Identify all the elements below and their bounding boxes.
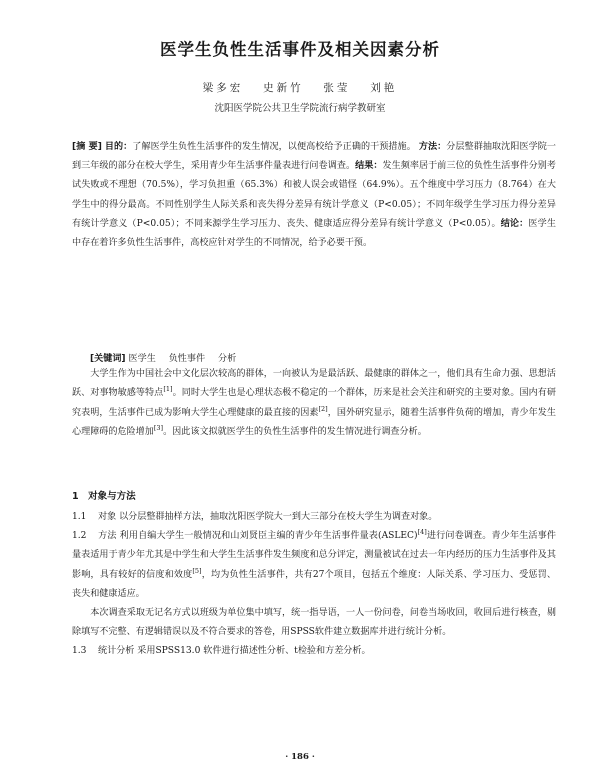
abstract-label: [摘 要] xyxy=(72,142,102,152)
subsection-text: 方法 利用自编大学生一般情况和山刘贤臣主编的青少年生活事件量表(ASLEC) xyxy=(98,531,418,542)
citation: [4] xyxy=(417,528,427,537)
methods-label: 方法： xyxy=(418,142,447,152)
author-list xyxy=(0,80,600,95)
results-label: 结果： xyxy=(355,161,383,172)
citation: [5] xyxy=(192,566,202,575)
conclusion-text: 医学生中存在着许多负性生活事件，高校应针对学生的不同情况，给予必要干预。 xyxy=(72,218,556,249)
section-heading: 1 对象与方法 xyxy=(72,491,136,502)
keywords-label: [关键词] xyxy=(90,354,126,364)
intro-text: 。同时大学生也是心理状态极不稳定的一个群体，历来是社会关注和研究的主要对象。国内有研究表明，生活事件已成为影响大学生心理健康的最直接的因素 xyxy=(72,388,556,418)
author: 刘艳 xyxy=(370,82,398,94)
subsection-number: 1.1 xyxy=(72,512,87,522)
objective-text: 了解医学生负性生活事件的发生情况，以便高校给予正确的干预措施。 xyxy=(132,142,416,152)
subsection-1-3 xyxy=(72,642,556,661)
abstract xyxy=(72,138,556,253)
intro-paragraph xyxy=(72,365,556,442)
methods-section xyxy=(72,508,556,662)
subsection-1-2 xyxy=(72,527,556,604)
subsection-number: 1.3 xyxy=(72,646,87,657)
author: 史新竹 xyxy=(263,82,304,94)
subsection-text: ，均为负性生活事件，共有27个项目，包括五个维度：人际关系、学习压力、受惩罚、丧失和健康适应。 xyxy=(72,569,556,599)
objective-label: 目的： xyxy=(104,142,133,152)
results-text: 发生频率居于前三位的负性生活事件分别考试失败或不理想（70.5%），学习负担重（65.3%）和被人误会或错怪（64.9%）。五个维度中学习压力（8.764）在大学生中的得分最高。不同性别学生人际关系和丧失得分差异有统计学意义（P<0.05）；不同年级学生学习压力得分差异有统计学意义（P<0.05）；不同来源学生学习压力、丧失、健康适应得分差异有统计学意义（P<0.05）。 xyxy=(72,161,556,229)
intro-text: ，国外研究显示，随着生活事件负荷的增加，青少年发生心理障碍的危险增加 xyxy=(72,407,556,437)
introduction xyxy=(72,365,556,442)
keyword: 医学生 xyxy=(128,354,156,364)
subsection-number: 1.2 xyxy=(72,531,87,542)
citation: [1] xyxy=(163,385,173,394)
methods-text: 分层整群抽取沈阳医学院一到三年级的部分在校大学生，采用青少年生活事件量表进行问卷调查。 xyxy=(72,142,556,172)
author: 张莹 xyxy=(323,82,351,94)
page-number: · 186 · xyxy=(285,752,315,762)
citation: [2] xyxy=(318,404,328,413)
article-title: 医学生负性生活事件及相关因素分析 xyxy=(160,40,440,59)
keyword: 分析 xyxy=(218,354,237,364)
subsection-1-1 xyxy=(72,508,556,527)
author-affiliation: 沈阳医学院公共卫生学院流行病学教研室 xyxy=(214,103,386,114)
subsection-text: 统计分析 采用SPSS13.0 软件进行描述性分析、t检验和方差分析。 xyxy=(98,646,371,657)
survey-paragraph: 本次调查采取无记名方式以班级为单位集中填写，统一指导语，一人一份问卷，问卷当场收回，收回后进行核查，剔除填写不完整、有逻辑错误以及不符合要求的答卷，用SPSS软件建立数据库并进行统计分析。 xyxy=(72,608,556,638)
keyword: 负性事件 xyxy=(168,354,206,364)
intro-text: 。因此该文拟就医学生的负性生活事件的发生情况进行调查分析。 xyxy=(163,426,427,437)
author: 梁多宏 xyxy=(202,82,244,94)
citation: [3] xyxy=(153,423,164,432)
subsection-text: 对象 以分层整群抽样方法，抽取沈阳医学院大一到大三部分在校大学生为调查对象。 xyxy=(98,512,438,522)
subsection-text: 进行问卷调查。青少年生活事件量表适用于青少年尤其是中学生和大学生生活事件发生频度和总分评定，测量被试在过去一年内经历的压力生活事件及其影响，具有较好的信度和效度 xyxy=(72,531,556,580)
conclusion-label: 结论： xyxy=(500,218,529,229)
intro-text: 大学生作为中国社会中文化层次较高的群体，一向被认为是最活跃、最健康的群体之一，他们具有生命力强、思想活跃、对事物敏感等特点 xyxy=(72,369,556,399)
keywords xyxy=(90,351,550,364)
